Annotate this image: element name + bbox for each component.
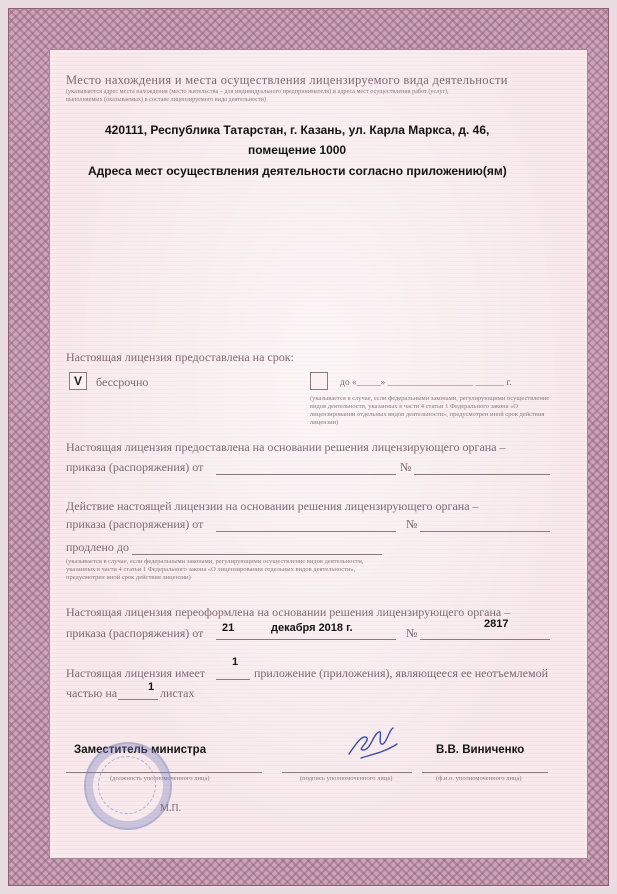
basis-number-line	[414, 474, 550, 475]
extension-number-label: №	[406, 517, 418, 531]
signer-position: Заместитель министра	[74, 744, 207, 756]
basis-date-line	[216, 474, 396, 475]
location-title: Место нахождения и места осуществления лицензируемого вида деятельности	[66, 73, 508, 87]
appendix-part-label: частью на	[66, 686, 118, 700]
reissue-month-year: декабря 2018 г.	[271, 622, 353, 634]
signer-name: В.В. Виниченко	[436, 744, 525, 756]
appendix-sheets: 1	[148, 681, 155, 693]
name-line	[422, 772, 548, 773]
until-note: (указывается в случае, если федеральными законами, регулирующими осуществление видов деятельности, указанных в части 4 статьи 1 Федерального закона «О лицензировании отдельных видов деятельности», предусмотрен иной срок действия лицензии)	[310, 395, 550, 426]
location-note-line1: (указываются адрес места нахождения (место жительства – для индивидуального предпринимателя) и адреса мест осуществления работ (услуг),	[66, 88, 449, 95]
reissue-number: 2817	[484, 618, 509, 630]
reissue-number-line	[420, 639, 550, 640]
appendix-sheets-label: листах	[160, 686, 195, 700]
reissue-title: Настоящая лицензия переоформлена на основании решения лицензирующего органа –	[66, 605, 511, 619]
extended-label: продлено до	[66, 540, 130, 554]
appendix-sheets-line	[118, 699, 158, 700]
name-caption: (ф.и.о. уполномоченного лица)	[436, 775, 522, 782]
signature-line	[282, 772, 412, 773]
official-seal	[84, 742, 172, 830]
address-line1: 420111, Республика Татарстан, г. Казань, ул. Карла Маркса, д. 46,	[105, 123, 490, 137]
appendix-text-before: Настоящая лицензия имеет	[66, 666, 205, 680]
reissue-number-label: №	[406, 626, 418, 640]
until-label: до «_____» __________________ ______ г.	[340, 378, 512, 388]
extension-note: (указывается в случае, если федеральными законами, регулирующими осуществление видов деятельности, указанных в части 4 статьи 1 Федерального закона «О лицензировании отдельных видов деятельности», предусмотрен иной срок действия лицензии)	[66, 558, 364, 581]
check-mark: V	[73, 374, 82, 388]
appendix-count-line	[216, 679, 250, 680]
extension-order-label: приказа (распоряжения) от	[66, 517, 204, 531]
term-title: Настоящая лицензия предоставлена на срок:	[66, 350, 294, 364]
location-note-line2: выполняемых (оказываемых) в составе лицензируемого вида деятельности)	[66, 96, 267, 103]
address-line2: помещение 1000	[248, 143, 347, 157]
extended-line	[132, 554, 382, 555]
extension-number-line	[420, 531, 550, 532]
position-caption: (должность уполномоченного лица)	[110, 775, 210, 782]
until-checkbox	[310, 372, 328, 390]
basis-order-label: приказа (распоряжения) от	[66, 460, 204, 474]
extension-date-line	[216, 531, 396, 532]
indefinite-checkbox	[69, 372, 87, 390]
indefinite-label: бессрочно	[96, 375, 149, 389]
reissue-order-label: приказа (распоряжения) от	[66, 626, 204, 640]
handwritten-signature	[343, 720, 403, 764]
seal-label: М.П.	[160, 803, 182, 814]
reissue-day: 21	[222, 622, 235, 634]
extension-title: Действие настоящей лицензии на основании решения лицензирующего органа –	[66, 499, 479, 513]
basis-number-label: №	[400, 460, 412, 474]
appendix-count: 1	[232, 656, 239, 668]
basis-title: Настоящая лицензия предоставлена на основании решения лицензирующего органа –	[66, 440, 506, 454]
signature-caption: (подпись уполномоченного лица)	[300, 775, 393, 782]
address-line3: Адреса мест осуществления деятельности согласно приложению(ям)	[88, 164, 507, 178]
appendix-text-after: приложение (приложения), являющееся ее неотъемлемой	[254, 666, 548, 680]
reissue-date-line	[216, 639, 396, 640]
